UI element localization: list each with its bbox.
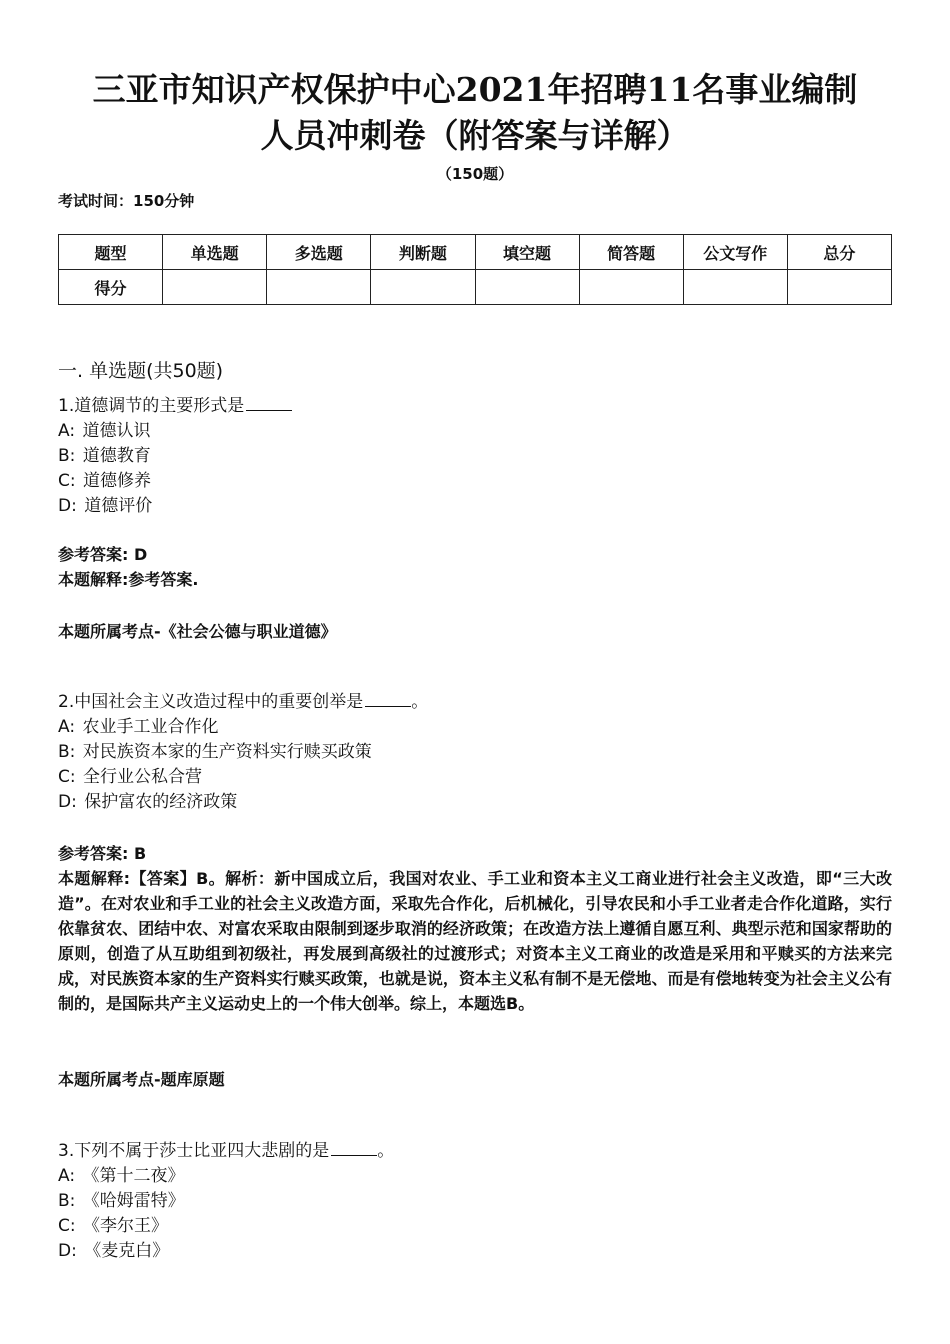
question-stem-text: 2.中国社会主义改造过程中的重要创举是 (58, 692, 364, 712)
option-b (58, 1189, 892, 1214)
question-2 (58, 690, 892, 815)
option-letter: C: (58, 1216, 76, 1236)
option-text: 农业手工业合作化 (82, 717, 219, 737)
option-letter: C: (58, 767, 76, 787)
answer-explanation: 本题解释:【答案】B。解析：新中国成立后，我国对农业、手工业和资本主义工商业进行社会主义改造，即“三大改造”。在对农业和手工业的社会主义改造方面，采取先合作化，后机械化，引导农民和小手工业者走合作化道路，实行依靠贫农、团结中农、对富农采取由限制到逐步取消的经济政策；在改造方法上遵循自愿互利、典型示范和国家帮助的原则，创造了从互助组到初级社，再发展到高级社的过渡形式；对资本主义工商业的改造是采用和平赎买的方法来完成，对民族资本家的生产资料实行赎买政策，也就是说，资本主义私有制不是无偿地、而是有偿地转变为社会主义公有制的，是国际共产主义运动史上的一个伟大创举。综上，本题选B。 (58, 869, 892, 1013)
option-a (58, 715, 892, 740)
answer-blank (365, 690, 411, 707)
option-b (58, 444, 892, 469)
question-1 (58, 394, 892, 519)
option-text: 道德评价 (84, 496, 153, 516)
document-title-line2: 人员冲刺卷（附答案与详解） (260, 116, 690, 155)
option-letter: D: (58, 496, 77, 516)
option-text: 《第十二夜》 (82, 1166, 185, 1186)
question-stem-text: 1.道德调节的主要形式是 (58, 396, 245, 416)
option-text: 道德教育 (82, 446, 151, 466)
option-letter: B: (58, 446, 76, 466)
option-letter: D: (58, 1241, 77, 1261)
question-stem-end: 。 (377, 1141, 395, 1161)
score-header-cell: 总分 (787, 235, 891, 270)
option-d (58, 1239, 892, 1264)
option-c (58, 1214, 892, 1239)
option-d (58, 494, 892, 519)
exam-time: 考试时间：150分钟 (58, 192, 195, 210)
option-text: 全行业公私合营 (83, 767, 203, 787)
score-header-cell: 简答题 (579, 235, 683, 270)
score-header-cell: 填空题 (475, 235, 579, 270)
section-title: 一. 单选题(共50题) (58, 360, 224, 382)
score-table (58, 234, 892, 305)
score-header-cell: 公文写作 (683, 235, 787, 270)
score-cell[interactable] (683, 270, 787, 305)
option-d (58, 790, 892, 815)
question-stem (58, 394, 892, 419)
score-cell[interactable] (371, 270, 475, 305)
answer-blank (331, 1139, 377, 1156)
option-letter: A: (58, 717, 76, 737)
option-text: 《哈姆雷特》 (82, 1191, 185, 1211)
score-row-label: 得分 (59, 270, 163, 305)
score-cell[interactable] (163, 270, 267, 305)
knowledge-point: 本题所属考点-题库原题 (58, 1070, 225, 1089)
reference-answer: 参考答案: B (58, 844, 147, 863)
answer-section-2 (58, 841, 892, 1016)
score-cell[interactable] (579, 270, 683, 305)
option-text: 道德认识 (82, 421, 151, 441)
option-b (58, 740, 892, 765)
option-text: 对民族资本家的生产资料实行赎买政策 (82, 742, 372, 762)
option-text: 《麦克白》 (84, 1241, 170, 1261)
option-text: 道德修养 (83, 471, 152, 491)
option-letter: D: (58, 792, 77, 812)
score-table-header-row (59, 235, 892, 270)
option-c (58, 469, 892, 494)
option-text: 保护富农的经济政策 (84, 792, 238, 812)
option-a (58, 419, 892, 444)
option-c (58, 765, 892, 790)
option-text: 《李尔王》 (83, 1216, 169, 1236)
question-3 (58, 1139, 892, 1264)
score-cell[interactable] (267, 270, 371, 305)
reference-answer: 参考答案: D (58, 545, 148, 564)
score-cell[interactable] (475, 270, 579, 305)
score-header-cell: 判断题 (371, 235, 475, 270)
option-letter: A: (58, 1166, 76, 1186)
answer-section-1 (58, 542, 892, 592)
knowledge-point: 本题所属考点-《社会公德与职业道德》 (58, 622, 337, 641)
answer-explanation: 本题解释:参考答案. (58, 570, 199, 589)
document-title-line1: 三亚市知识产权保护中心2021年招聘11名事业编制 (92, 70, 858, 109)
question-stem-end: 。 (411, 692, 429, 712)
score-header-cell: 题型 (59, 235, 163, 270)
option-letter: C: (58, 471, 76, 491)
question-stem (58, 690, 892, 715)
question-stem-text: 3.下列不属于莎士比亚四大悲剧的是 (58, 1141, 330, 1161)
score-header-cell: 单选题 (163, 235, 267, 270)
option-letter: B: (58, 1191, 76, 1211)
score-header-cell: 多选题 (267, 235, 371, 270)
option-a (58, 1164, 892, 1189)
score-table-score-row (59, 270, 892, 305)
option-letter: B: (58, 742, 76, 762)
option-letter: A: (58, 421, 76, 441)
score-cell[interactable] (787, 270, 891, 305)
answer-blank (246, 394, 292, 411)
question-stem (58, 1139, 892, 1164)
question-count: （150题） (436, 165, 514, 183)
